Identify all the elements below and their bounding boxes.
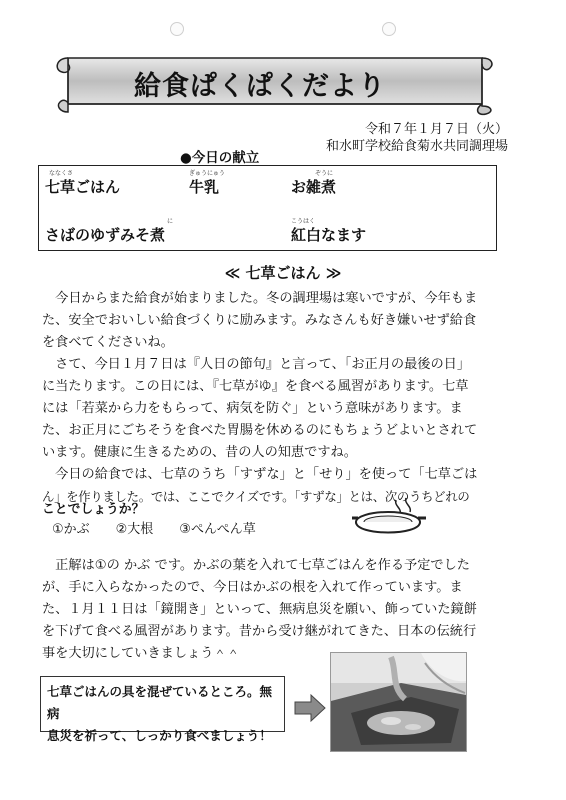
text-line: います。健康に生きるための、昔の人の知恵ですね。	[42, 445, 357, 460]
arrow-right-icon	[293, 693, 327, 723]
menu-item-kohaku-namasu: 紅白なます	[291, 226, 367, 244]
text-line: が、手に入らなかったので、今日はかぶの根を入れて作っています。ま	[42, 580, 463, 595]
text-line: た、安全でおいしい給食づくりに励みます。みなさんも好き嫌いせず給食	[42, 313, 477, 328]
text-line: には「若菜から力をもらって、病気を防ぐ」という意味があります。ま	[42, 401, 463, 416]
menu-heading: ●今日の献立	[180, 150, 260, 166]
menu-item-nanakusa-gohan: 七草ごはん	[45, 178, 121, 196]
menu-ruby-3: ぞうに	[315, 170, 334, 177]
menu-ruby-5: こうはく	[291, 218, 316, 225]
text-line: 今日からまた給食が始まりました。冬の調理場は寒いですが、今年もま	[42, 291, 478, 306]
article-paragraph-1	[42, 288, 510, 508]
cooking-photo	[330, 652, 467, 752]
menu-box	[38, 165, 497, 251]
menu-item-milk: 牛乳	[189, 178, 220, 196]
caption-line: 七草ごはんの具を混ぜているところ。無病	[47, 684, 273, 721]
menu-ruby-1: ななくさ	[49, 170, 74, 177]
text-line: 今日の給食では、七草のうち「すずな」と「せり」を使って「七草ごは	[42, 467, 478, 482]
quiz-options: ①かぶ ②大根 ③ぺんぺん草	[52, 522, 256, 537]
section-title: ≪ 七草ごはん ≫	[224, 264, 342, 282]
issue-date-block	[326, 121, 508, 155]
menu-ruby-4: に	[167, 218, 174, 225]
issue-date: 令和７年１月７日（火）	[364, 122, 508, 137]
photo-caption	[40, 676, 285, 743]
caption-line: 息災を祈って、しっかり食べましょう！	[47, 728, 272, 743]
text-line: を下げて食べる風習があります。昔から受け継がれてきた、日本の伝統行	[42, 624, 477, 639]
punch-hole-right	[382, 22, 396, 36]
text-line: た、１月１１日は「鏡開き」といって、無病息災を願い、飾っていた鏡餅	[42, 602, 477, 617]
text-line: を食べてくださいね。	[42, 335, 174, 350]
text-line: ん」を作りました。では、ここでクイズです。「すずな」とは、次のうちどれの	[42, 489, 470, 504]
text-line: 正解は①の かぶ です。かぶの葉を入れて七草ごはんを作る予定でした	[42, 558, 470, 573]
menu-item-ozoni: お雑煮	[291, 178, 337, 196]
pot-illustration	[350, 496, 430, 542]
text-line: 事を大切にしていきましょう＾＾	[42, 646, 240, 661]
issuer-name: 和水町学校給食菊水共同調理場	[325, 139, 508, 154]
text-line: に当たります。この日には、『七草がゆ』を食べる風習があります。七草	[42, 379, 469, 394]
text-line: た、お正月にごちそうを食べた胃腸を休めるのにもちょうどよいとされて	[42, 423, 478, 438]
punch-hole-left	[170, 22, 184, 36]
menu-ruby-2: ぎゅうにゅう	[189, 170, 225, 177]
quiz-line: ことでしょうか？	[42, 502, 145, 517]
article-paragraph-2	[42, 555, 510, 665]
newsletter-title: 給食ぱくぱくだより	[134, 71, 386, 102]
menu-item-saba-yuzumiso: さばのゆずみそ煮	[45, 226, 166, 244]
text-line: さて、今日１月７日は『人日の節句』と言って、「お正月の最後の日」	[42, 357, 471, 372]
